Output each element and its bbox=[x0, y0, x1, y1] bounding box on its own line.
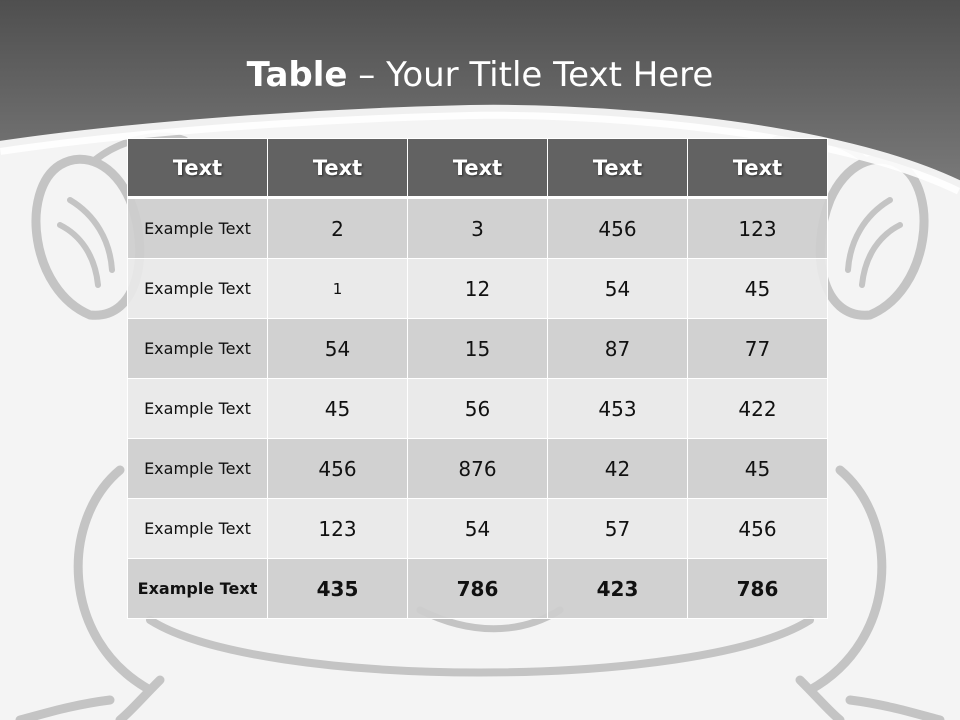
table-cell: 786 bbox=[408, 559, 548, 618]
table-cell: 45 bbox=[268, 379, 408, 439]
column-header: Text bbox=[688, 139, 827, 199]
table-cell: 876 bbox=[408, 439, 548, 499]
table-cell: 54 bbox=[548, 259, 688, 319]
column-header: Text bbox=[268, 139, 408, 199]
table-cell: 54 bbox=[408, 499, 548, 559]
row-label: Example Text bbox=[128, 259, 268, 319]
table-row bbox=[128, 439, 827, 499]
row-label: Example Text bbox=[128, 199, 268, 259]
table-cell: 786 bbox=[688, 559, 827, 618]
table-cell: 435 bbox=[268, 559, 408, 618]
table-cell: 77 bbox=[688, 319, 827, 379]
data-table bbox=[127, 138, 828, 619]
table-cell: 456 bbox=[268, 439, 408, 499]
table-cell: 1 bbox=[268, 259, 408, 319]
table-row bbox=[128, 199, 827, 259]
table-row bbox=[128, 499, 827, 559]
table-cell: 123 bbox=[268, 499, 408, 559]
table-cell: 456 bbox=[548, 199, 688, 259]
table-cell: 87 bbox=[548, 319, 688, 379]
table-cell: 3 bbox=[408, 199, 548, 259]
table-cell: 2 bbox=[268, 199, 408, 259]
row-label: Example Text bbox=[128, 439, 268, 499]
table-row bbox=[128, 379, 827, 439]
row-label: Example Text bbox=[128, 559, 268, 618]
column-header: Text bbox=[128, 139, 268, 199]
row-label: Example Text bbox=[128, 379, 268, 439]
row-label: Example Text bbox=[128, 499, 268, 559]
slide-title-rest: – Your Title Text Here bbox=[347, 55, 714, 95]
table-cell: 123 bbox=[688, 199, 827, 259]
column-header: Text bbox=[548, 139, 688, 199]
row-label: Example Text bbox=[128, 319, 268, 379]
slide-title bbox=[0, 52, 960, 98]
column-header: Text bbox=[408, 139, 548, 199]
table-header-row bbox=[128, 139, 827, 199]
table-cell: 453 bbox=[548, 379, 688, 439]
table-cell: 12 bbox=[408, 259, 548, 319]
table-cell: 56 bbox=[408, 379, 548, 439]
table-cell: 422 bbox=[688, 379, 827, 439]
table-total-row bbox=[128, 559, 827, 618]
slide-title-bold: Table bbox=[246, 55, 348, 95]
table-cell: 45 bbox=[688, 439, 827, 499]
table-cell: 15 bbox=[408, 319, 548, 379]
table-cell: 57 bbox=[548, 499, 688, 559]
table-row bbox=[128, 259, 827, 319]
table-row bbox=[128, 319, 827, 379]
table-cell: 54 bbox=[268, 319, 408, 379]
table-cell: 423 bbox=[548, 559, 688, 618]
table-cell: 42 bbox=[548, 439, 688, 499]
table-cell: 45 bbox=[688, 259, 827, 319]
table-cell: 456 bbox=[688, 499, 827, 559]
